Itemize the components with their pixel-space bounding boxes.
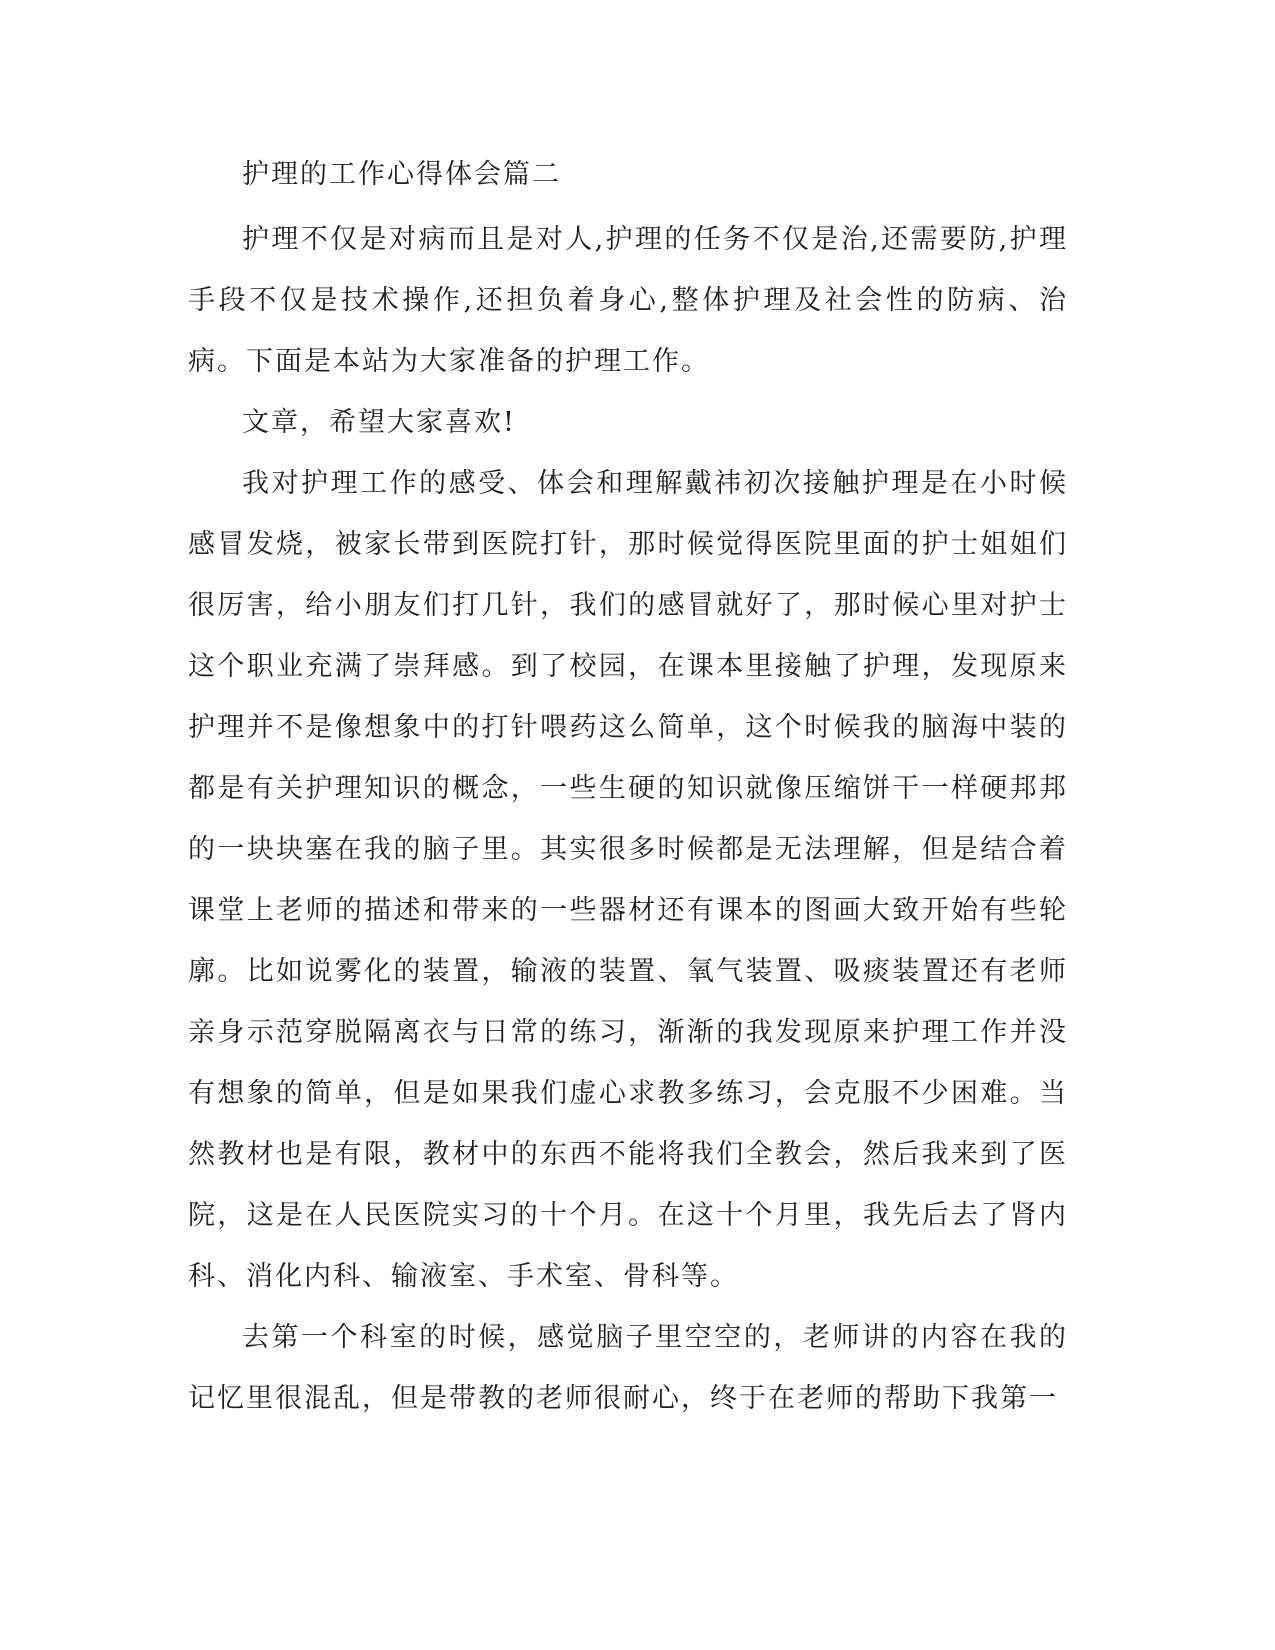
paragraph-experience: 我对护理工作的感受、体会和理解戴祎初次接触护理是在小时候感冒发烧，被家长带到医院打针，那时候觉得医院里面的护士姐姐们很厉害，给小朋友们打几针，我们的感冒就好了，那时候心里对护士这个职业充满了崇拜感。到了校园，在课本里接触了护理，发现原来护理并不是像想象中的打针喂药这么简单，这个时候我的脑海中装的都是有关护理知识的概念，一些生硬的知识就像压缩饼干一样硬邦邦的一块块塞在我的脑子里。其实很多时候都是无法理解，但是结合着课堂上老师的描述和带来的一些器材还有课本的图画大致开始有些轮廓。比如说雾化的装置，输液的装置、氧气装置、吸痰装置还有老师亲身示范穿脱隔离衣与日常的练习，渐渐的我发现原来护理工作并没有想象的简单，但是如果我们虚心求教多练习，会克服不少困难。当然教材也是有限，教材中的东西不能将我们全教会，然后我来到了医院，这是在人民医院实习的十个月。在这十个月里，我先后去了肾内科、消化内科、输液室、手术室、骨科等。	[188, 468, 1068, 1292]
document-title: 护理的工作心得体会篇二	[242, 159, 561, 190]
paragraph-greeting: 文章，希望大家喜欢!	[242, 407, 516, 438]
document-body	[188, 155, 1068, 1429]
paragraph-first-department: 去第一个科室的时候，感觉脑子里空空的，老师讲的内容在我的记忆里很混乱，但是带教的老师很耐心，终于在老师的帮助下我第一	[188, 1322, 1068, 1414]
paragraph-intro: 护理不仅是对病而且是对人,护理的任务不仅是治,还需要防,护理手段不仅是技术操作,还担负着身心,整体护理及社会性的防病、治病。下面是本站为大家准备的护理工作。	[188, 224, 1068, 377]
